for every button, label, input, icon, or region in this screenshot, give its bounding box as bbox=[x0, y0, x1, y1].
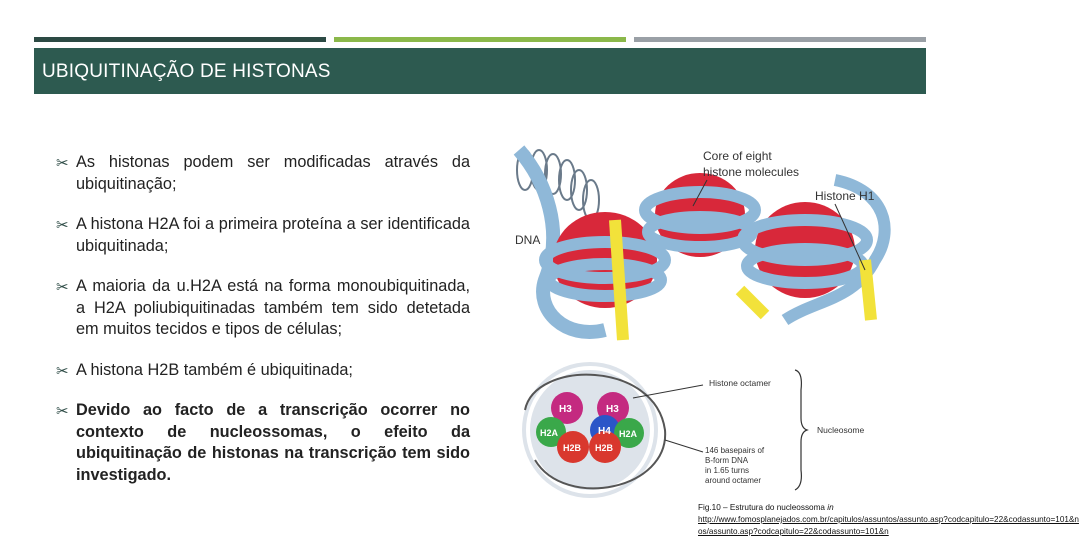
bullet-item bbox=[56, 400, 470, 486]
scissors-icon: ✂ bbox=[56, 279, 69, 296]
nucleosome-figure bbox=[505, 140, 1079, 540]
label-bp-1: 146 basepairs of bbox=[705, 446, 765, 455]
h2b-left-label: H2B bbox=[563, 443, 582, 453]
accent-bar-green bbox=[334, 37, 626, 42]
slide-title: UBIQUITINAÇÃO DE HISTONAS bbox=[42, 61, 331, 82]
label-core: Core of eight bbox=[703, 149, 772, 163]
label-nucleosome: Nucleosome bbox=[817, 425, 865, 435]
h3-left-label: H3 bbox=[559, 404, 572, 415]
label-dna: DNA bbox=[515, 233, 541, 247]
scissors-icon: ✂ bbox=[56, 362, 69, 380]
caption-italic: in bbox=[827, 503, 834, 512]
label-h1: Histone H1 bbox=[815, 189, 875, 203]
label-bp-4: around octamer bbox=[705, 476, 762, 485]
h2b-right-label: H2B bbox=[595, 443, 614, 453]
bullet-text: Devido ao facto de a transcrição ocorrer no contexto de nucleossomas, o efeito da ubiquitinação de histonas na transcrição tem sido investigado. bbox=[76, 401, 470, 484]
title-band bbox=[34, 48, 926, 94]
h2a-left-label: H2A bbox=[540, 428, 559, 438]
bullet-text: A histona H2B também é ubiquitinada; bbox=[76, 360, 353, 379]
bullet-item bbox=[56, 276, 470, 341]
scissors-icon: ✂ bbox=[56, 403, 69, 420]
bullet-item bbox=[56, 360, 470, 382]
linker-histone bbox=[740, 290, 765, 315]
scissors-icon: ✂ bbox=[56, 155, 69, 172]
h4-label: H4 bbox=[598, 426, 611, 437]
label-bp-2: B-form DNA bbox=[705, 456, 749, 465]
accent-bar-gray bbox=[634, 37, 926, 42]
label-bp-3: in 1.65 turns bbox=[705, 466, 750, 475]
label-octamer: Histone octamer bbox=[709, 378, 771, 388]
label-core-2: histone molecules bbox=[703, 165, 800, 179]
scissors-icon: ✂ bbox=[56, 217, 69, 234]
nucleosome-brace bbox=[795, 370, 807, 490]
caption-link[interactable]: http://www.fomosplanejados.com.br/capitulos/assuntos/assunto.asp?codcapitulo=22&codassunto=101&n bbox=[698, 515, 1079, 524]
caption-prefix: Fig.10 – Estrutura do nucleossoma bbox=[698, 503, 828, 512]
h3-right-label: H3 bbox=[606, 404, 619, 415]
accent-bar-dark bbox=[34, 37, 326, 42]
bullet-list bbox=[56, 152, 470, 505]
basepairs-pointer bbox=[665, 440, 703, 452]
bullet-text: A histona H2A foi a primeira proteína a ser identificada ubiquitinada; bbox=[76, 215, 470, 255]
caption-link-continued[interactable]: os/assunto.asp?codcapitulo=22&codassunto=101&n bbox=[698, 527, 889, 536]
h2a-right-label: H2A bbox=[619, 429, 638, 439]
bullet-text: As histonas podem ser modificadas através da ubiquitinação; bbox=[76, 153, 470, 193]
bullet-text: A maioria da u.H2A está na forma monoubiquitinada, a H2A poliubiquitinadas também tem sido detetada em muitos tecidos e tipos de células; bbox=[76, 277, 470, 338]
octamer-diagram bbox=[522, 362, 665, 498]
figure-caption bbox=[698, 502, 1079, 538]
bullet-item bbox=[56, 214, 470, 257]
bullet-item bbox=[56, 152, 470, 195]
